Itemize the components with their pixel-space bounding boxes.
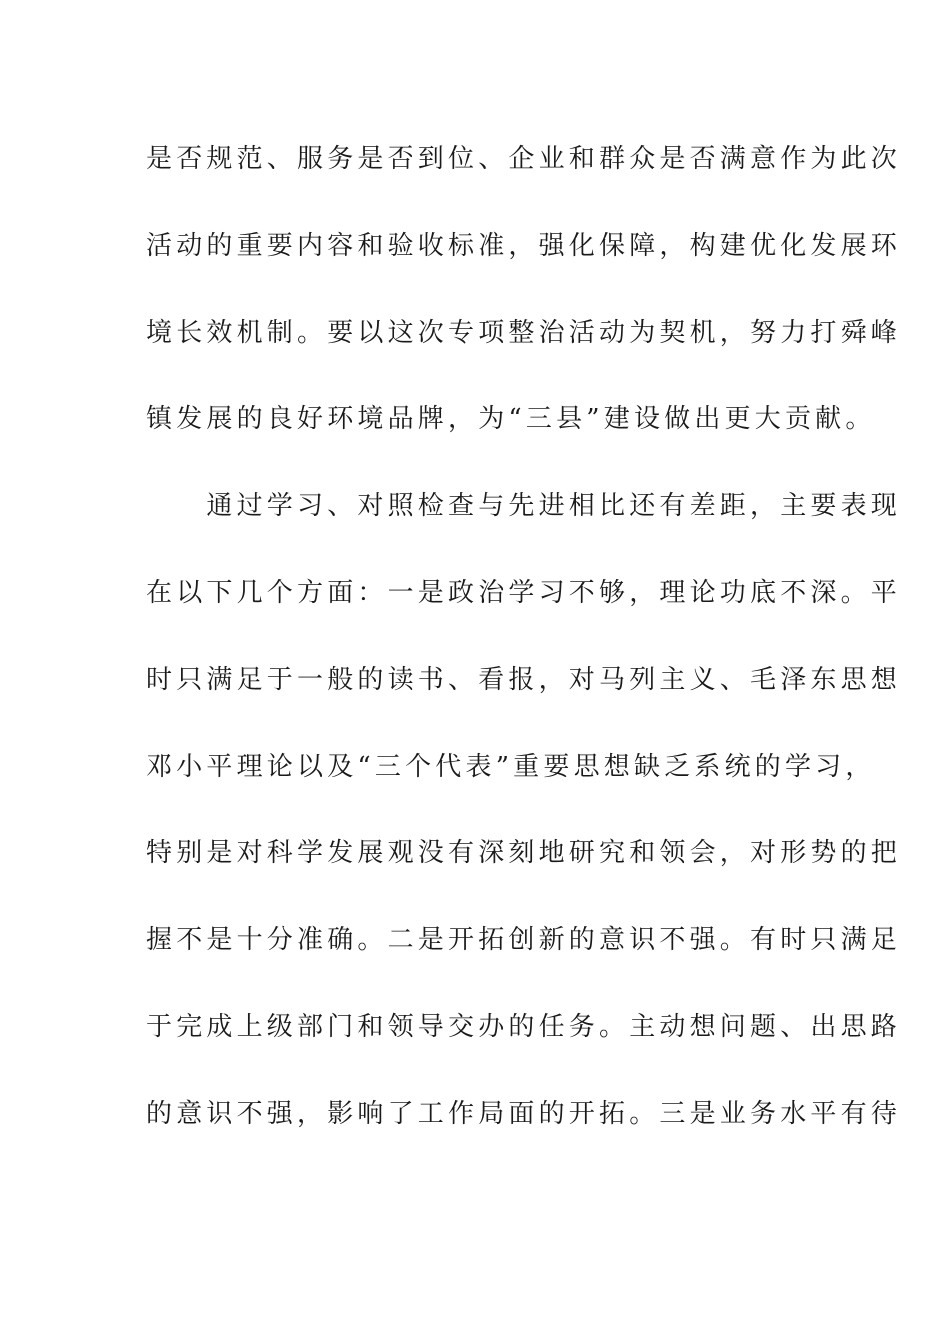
text-line: 镇发展的良好环境品牌，为“三县”建设做出更大贡献。	[146, 404, 876, 435]
text-line: 邓小平理论以及“三个代表”重要思想缺乏系统的学习，	[146, 751, 876, 782]
text-line: 在以下几个方面：一是政治学习不够，理论功底不深。平	[146, 577, 902, 608]
text-line: 是否规范、服务是否到位、企业和群众是否满意作为此次	[146, 144, 902, 174]
paragraph-start-line: 通过学习、对照检查与先进相比还有差距，主要表现	[146, 491, 902, 522]
text-line: 特别是对科学发展观没有深刻地研究和领会，对形势的把	[146, 838, 902, 869]
text-line: 活动的重要内容和验收标准，强化保障，构建优化发展环	[146, 230, 902, 261]
text-line: 于完成上级部门和领导交办的任务。主动想问题、出思路	[146, 1011, 902, 1042]
text-line: 的意识不强，影响了工作局面的开拓。三是业务水平有待	[146, 1098, 902, 1129]
text-line: 境长效机制。要以这次专项整治活动为契机，努力打舜峰	[146, 317, 902, 348]
text-line: 握不是十分准确。二是开拓创新的意识不强。有时只满足	[146, 925, 902, 956]
body-text	[146, 131, 902, 1173]
text-line: 时只满足于一般的读书、看报，对马列主义、毛泽东思想	[146, 664, 902, 695]
